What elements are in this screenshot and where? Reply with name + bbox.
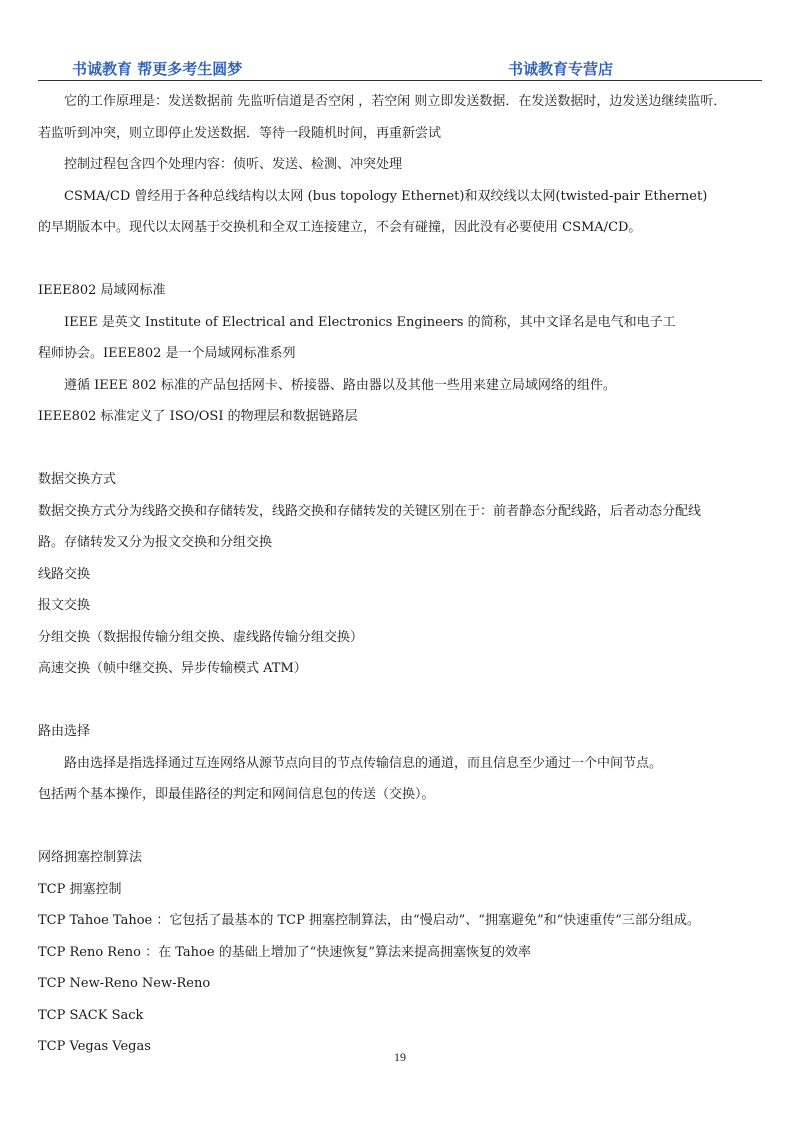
routing-heading: 路由选择	[38, 724, 91, 739]
switching-item-packet: 分组交换（数据报传输分组交换、虚线路传输分组交换）	[38, 629, 364, 645]
tcp-newreno-line: TCP New-Reno New-Reno	[38, 976, 211, 991]
csma-principle-line-2: 若监听到冲突，则立即停止发送数据．等待一段随机时间，再重新尝试	[38, 125, 442, 141]
ieee-line-4: IEEE802 标准定义了 ISO/OSI 的物理层和数据链路层	[38, 409, 358, 424]
congestion-heading: 网络拥塞控制算法	[38, 850, 143, 865]
section-gap	[38, 433, 764, 465]
tcp-sack-line: TCP SACK Sack	[38, 1007, 144, 1023]
switching-line-2: 路。存储转发又分为报文交换和分组交换	[38, 535, 273, 550]
ieee-line-2: 程师协会。IEEE802 是一个局域网标准系列	[38, 346, 296, 361]
switching-item-highspeed: 高速交换（帧中继交换、异步传输模式 ATM）	[38, 661, 307, 676]
ieee-heading: IEEE802 局域网标准	[38, 283, 166, 298]
page-content	[38, 86, 764, 1063]
section-gap	[38, 811, 764, 843]
switching-line-1: 数据交换方式分为线路交换和存储转发，线路交换和存储转发的关键区别在于：前者静态分配线路，后者动态分配线	[38, 503, 702, 519]
page-number: 19	[394, 1050, 406, 1064]
header-left-text: 书诚教育 帮更多考生圆梦	[72, 60, 243, 78]
header-right-text: 书诚教育专营店	[508, 60, 614, 78]
section-gap	[38, 244, 764, 276]
switching-heading: 数据交换方式	[38, 472, 117, 487]
csma-principle-line-1: 它的工作原理是：发送数据前 先监听信道是否空闲 ，若空闲 则立即发送数据．在发送数据时，边发送边继续监听．	[64, 94, 727, 109]
ieee-line-1: IEEE 是英文 Institute of Electrical and Electronics Engineers 的简称，其中文译名是电气和电子工	[64, 314, 676, 330]
ieee-line-3: 遵循 IEEE 802 标准的产品包括网卡、桥接器、路由器以及其他一些用来建立局域网络的组件。	[64, 377, 616, 393]
congestion-subheading: TCP 拥塞控制	[38, 881, 122, 897]
csma-usage-line-2: 的早期版本中。现代以太网基于交换机和全双工连接建立，不会有碰撞，因此没有必要使用 CSMA/CD。	[38, 220, 642, 235]
csma-control-process: 控制过程包含四个处理内容：侦听、发送、检测、冲突处理	[64, 157, 403, 172]
switching-item-circuit: 线路交换	[38, 566, 91, 582]
routing-line-2: 包括两个基本操作，即最佳路径的判定和网间信息包的传送（交换）。	[38, 787, 435, 802]
page-header	[38, 56, 762, 81]
routing-line-1: 路由选择是指选择通过互连网络从源节点向目的节点传输信息的通道，而且信息至少通过一个中间节点。	[64, 755, 663, 771]
csma-usage-line-1: CSMA/CD 曾经用于各种总线结构以太网 (bus topology Ethernet)和双绞线以太网(twisted-pair Ethernet)	[64, 188, 708, 204]
tcp-tahoe-line: TCP Tahoe Tahoe ：它包括了最基本的 TCP 拥塞控制算法，由“慢启动”、“拥塞避免”和“快速重传”三部分组成。	[38, 913, 700, 928]
tcp-reno-line: TCP Reno Reno ：在 Tahoe 的基础上增加了“快速恢复”算法来提高拥塞恢复的效率	[38, 944, 531, 960]
switching-item-message: 报文交换	[38, 598, 91, 613]
section-gap	[38, 685, 764, 717]
tcp-vegas-line: TCP Vegas Vegas	[38, 1039, 151, 1054]
